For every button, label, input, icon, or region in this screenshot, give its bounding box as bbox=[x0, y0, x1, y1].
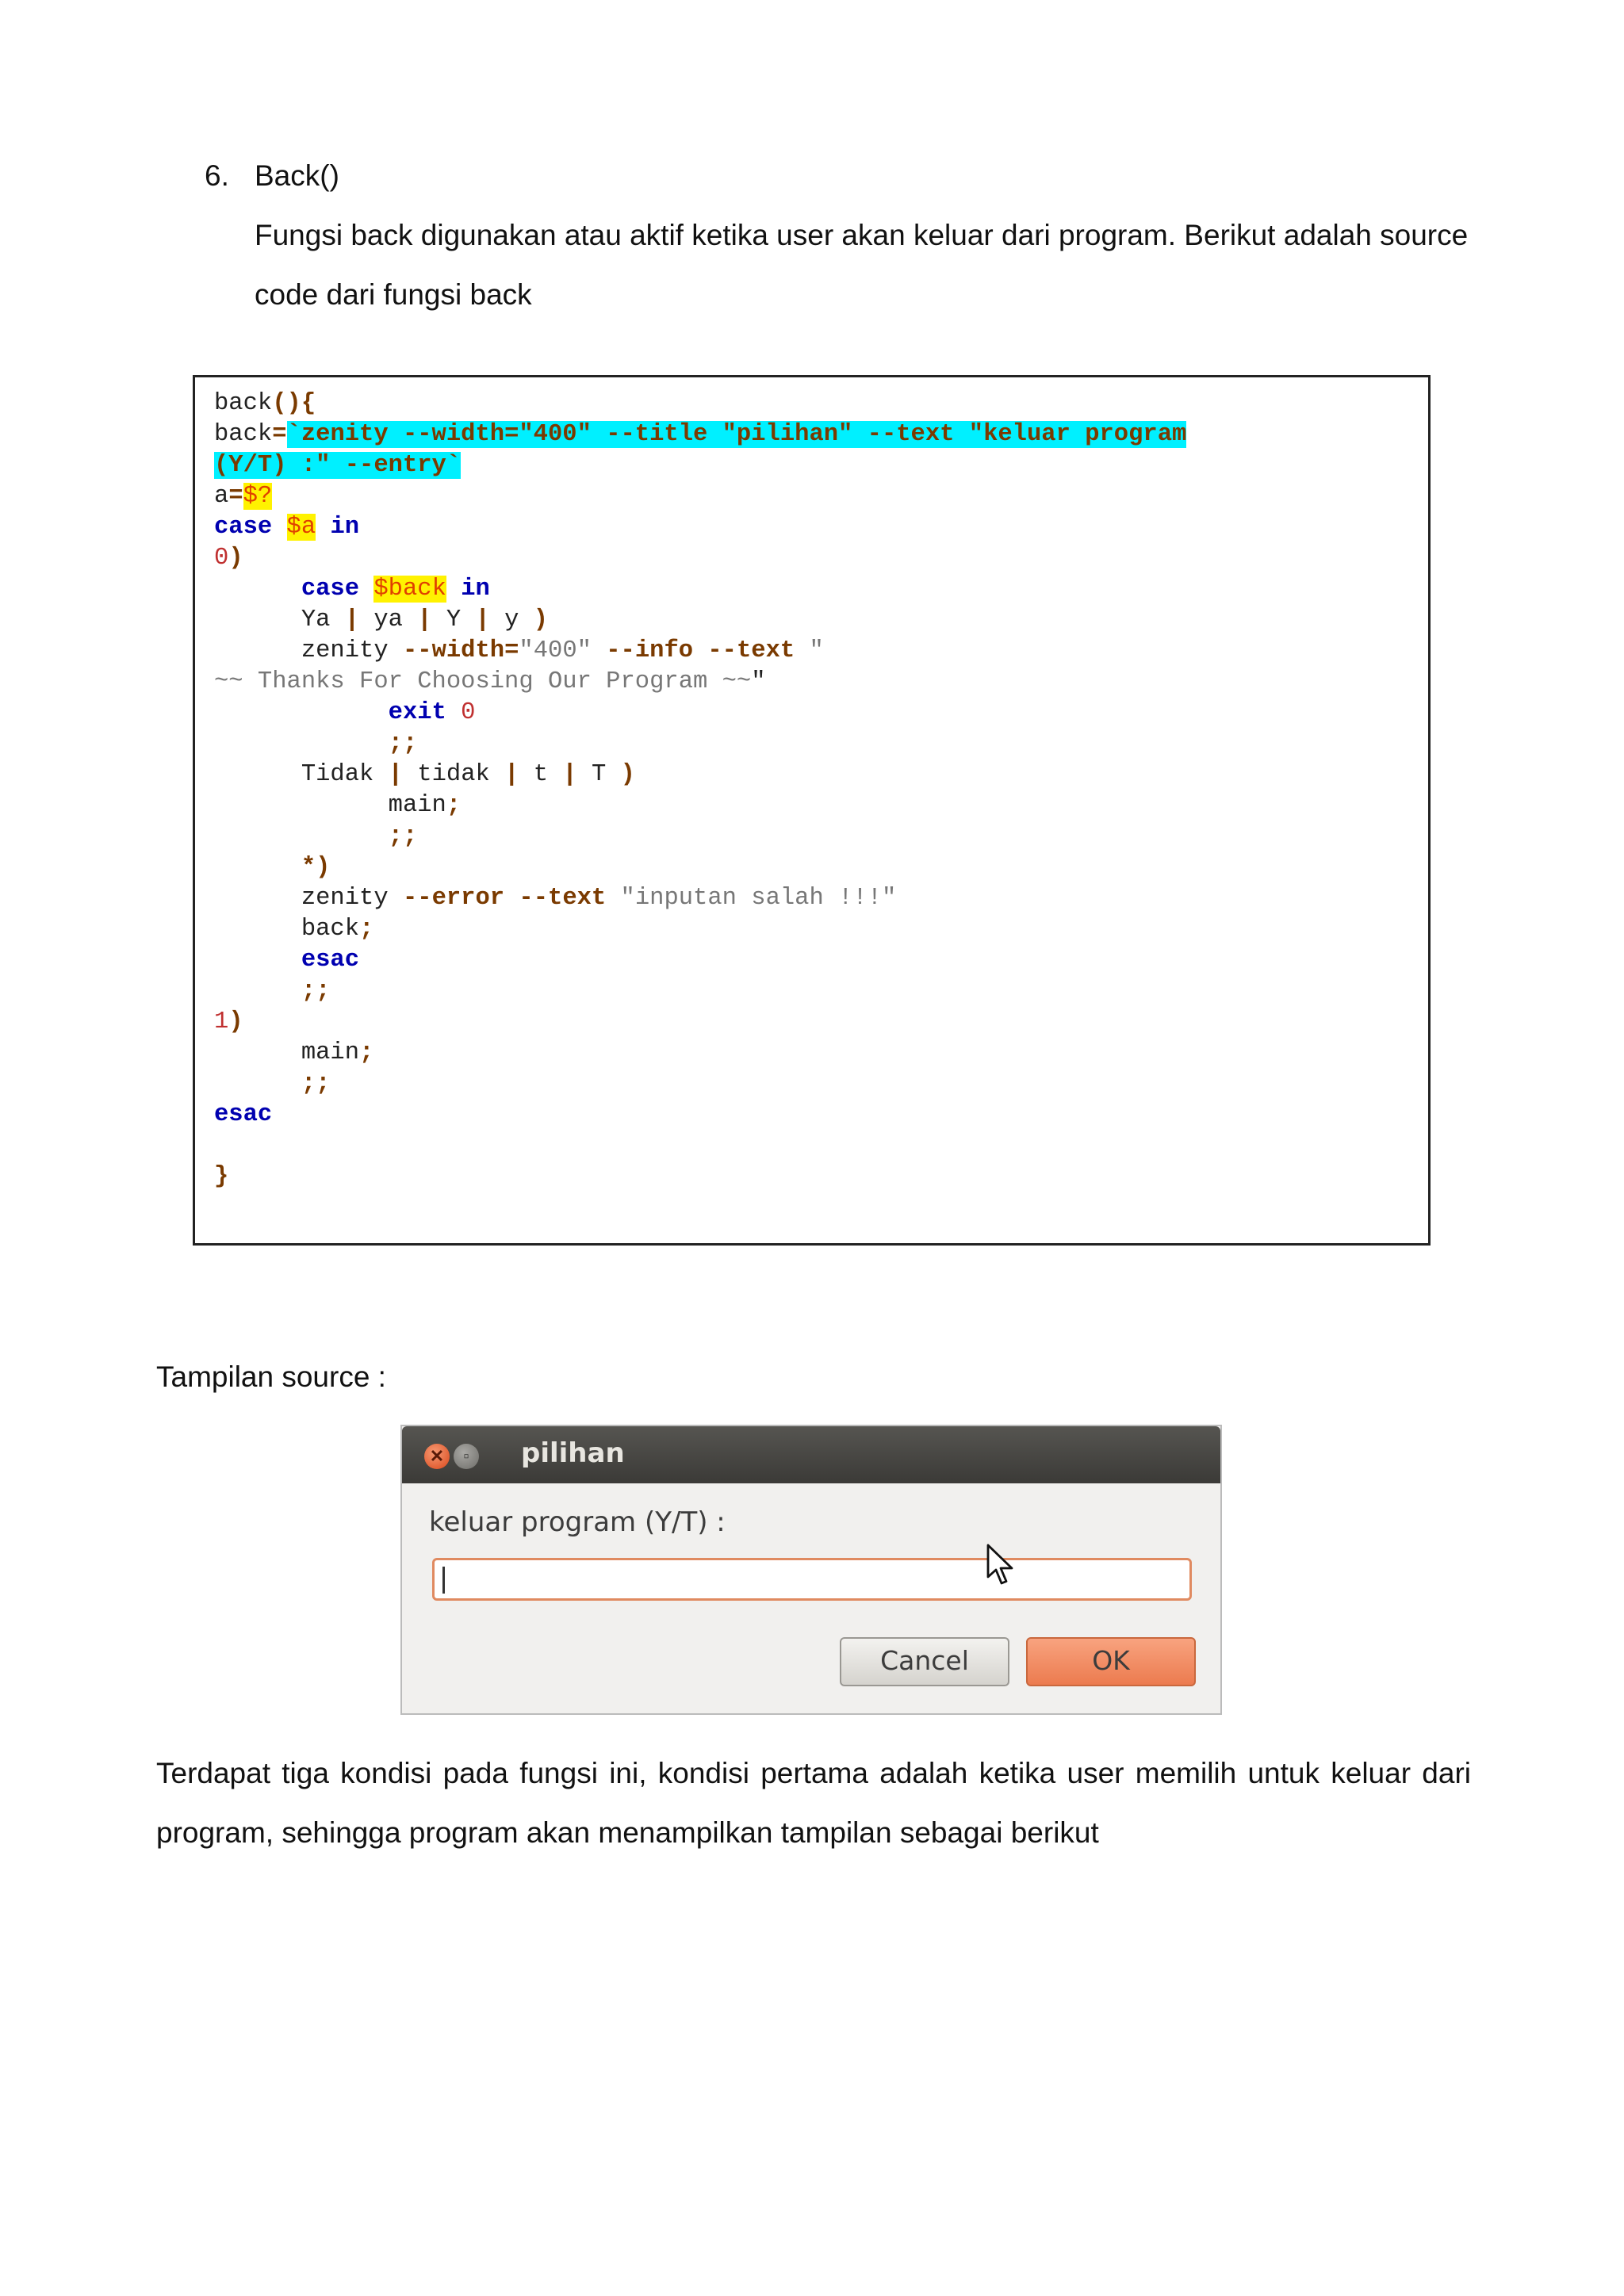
code-token: ; bbox=[446, 792, 462, 819]
code-token: "400" bbox=[519, 637, 592, 664]
code-line bbox=[214, 388, 316, 419]
code-line bbox=[214, 1069, 330, 1100]
code-token: Ya bbox=[301, 607, 331, 633]
code-token: t bbox=[533, 761, 549, 788]
code-token: (){ bbox=[272, 390, 316, 417]
dialog-title: pilihan bbox=[521, 1437, 625, 1469]
mouse-pointer-icon bbox=[985, 1544, 1017, 1588]
code-line bbox=[214, 1100, 272, 1131]
code-line bbox=[214, 883, 896, 914]
code-line bbox=[214, 481, 272, 512]
code-line bbox=[214, 1161, 228, 1192]
code-line bbox=[214, 790, 461, 821]
paragraph-line: code dari fungsi back bbox=[255, 278, 532, 311]
code-token: ) bbox=[228, 1008, 243, 1035]
paragraph-line: Terdapat tiga kondisi pada fungsi ini, kondisi pertama adalah ketika user memilih untuk keluar dari bbox=[156, 1757, 1471, 1789]
code-token: `zenity --width="400" --title "pilihan" --text "keluar program bbox=[286, 421, 1187, 448]
code-line bbox=[214, 945, 359, 976]
dialog-prompt: keluar program (Y/T) : bbox=[429, 1506, 726, 1538]
code-listing bbox=[193, 375, 1431, 1246]
code-line bbox=[214, 852, 330, 883]
code-token: ) bbox=[533, 607, 549, 633]
section-title: Back() bbox=[255, 159, 339, 192]
code-token: T bbox=[591, 761, 607, 788]
ok-button[interactable]: OK bbox=[1026, 1637, 1196, 1686]
code-token: back bbox=[214, 390, 273, 417]
code-token: main bbox=[388, 792, 446, 819]
code-line bbox=[214, 450, 461, 481]
code-line bbox=[214, 976, 330, 1007]
code-line bbox=[214, 605, 548, 636]
code-line bbox=[214, 698, 475, 729]
entry-input[interactable] bbox=[432, 1558, 1192, 1601]
code-line bbox=[214, 512, 359, 543]
code-token: exit bbox=[388, 699, 446, 726]
code-token: = bbox=[272, 421, 287, 448]
code-token: | bbox=[388, 761, 403, 788]
code-token: 0 bbox=[461, 699, 476, 726]
code-line bbox=[214, 1007, 243, 1038]
code-token: esac bbox=[214, 1101, 273, 1128]
code-line bbox=[214, 760, 635, 790]
code-token: in bbox=[461, 576, 490, 603]
section-number: 6. bbox=[205, 159, 229, 192]
code-token: ;; bbox=[388, 823, 418, 850]
code-token: | bbox=[344, 607, 360, 633]
code-token: Tidak bbox=[301, 761, 374, 788]
code-token: (Y/T) :" --entry` bbox=[214, 452, 462, 479]
zenity-dialog-screenshot bbox=[400, 1425, 1222, 1715]
code-line bbox=[214, 636, 824, 667]
code-token: 1 bbox=[214, 1008, 229, 1035]
code-line bbox=[214, 821, 417, 852]
code-token: a bbox=[214, 483, 229, 510]
code-token: --error bbox=[402, 885, 505, 912]
code-token: $a bbox=[286, 514, 316, 541]
code-line bbox=[214, 543, 243, 574]
code-token: | bbox=[475, 607, 490, 633]
code-token: --text bbox=[707, 637, 795, 664]
code-line bbox=[214, 1038, 373, 1069]
code-token: ) bbox=[620, 761, 635, 788]
code-token: ; bbox=[359, 1039, 374, 1066]
code-token: = bbox=[228, 483, 243, 510]
code-token: ;; bbox=[301, 978, 331, 1004]
code-token: in bbox=[330, 514, 360, 541]
code-token: y bbox=[504, 607, 519, 633]
code-token: ; bbox=[359, 916, 374, 943]
code-token: main bbox=[301, 1039, 360, 1066]
code-token: 0 bbox=[214, 545, 229, 572]
code-token: " bbox=[751, 668, 766, 695]
code-token: zenity bbox=[301, 885, 389, 912]
code-token: back bbox=[301, 916, 360, 943]
tampilan-label: Tampilan source : bbox=[156, 1360, 386, 1393]
code-token: | bbox=[417, 607, 432, 633]
code-token: --text bbox=[519, 885, 607, 912]
code-token: ya bbox=[373, 607, 403, 633]
code-line bbox=[214, 729, 417, 760]
code-token: --width= bbox=[402, 637, 519, 664]
code-token: ) bbox=[228, 545, 243, 572]
code-token: } bbox=[214, 1163, 229, 1190]
code-token: ;; bbox=[301, 1070, 331, 1097]
minimize-icon[interactable]: ▫ bbox=[454, 1444, 479, 1469]
code-token: back bbox=[214, 421, 273, 448]
code-token: "inputan salah !!!" bbox=[620, 885, 897, 912]
code-token: ~~ Thanks For Choosing Our Program ~~ bbox=[214, 668, 752, 695]
code-token: ;; bbox=[388, 730, 418, 757]
cancel-button[interactable]: Cancel bbox=[840, 1637, 1009, 1686]
dialog-titlebar bbox=[402, 1426, 1220, 1483]
code-line bbox=[214, 667, 766, 698]
code-token: case bbox=[301, 576, 360, 603]
code-token: $? bbox=[243, 483, 273, 510]
code-token: " bbox=[809, 637, 824, 664]
code-token: *) bbox=[301, 854, 331, 881]
paragraph-line: Fungsi back digunakan atau aktif ketika user akan keluar dari program. Berikut adalah source bbox=[255, 219, 1469, 251]
code-token: --info bbox=[606, 637, 694, 664]
text-caret bbox=[442, 1567, 445, 1594]
code-token: | bbox=[504, 761, 519, 788]
code-line bbox=[214, 419, 1186, 450]
code-token: zenity bbox=[301, 637, 389, 664]
code-token: case bbox=[214, 514, 273, 541]
close-icon[interactable]: ✕ bbox=[424, 1444, 450, 1469]
code-line bbox=[214, 914, 373, 945]
code-token: | bbox=[562, 761, 577, 788]
code-token: $back bbox=[373, 576, 446, 603]
code-token: Y bbox=[446, 607, 462, 633]
code-token: tidak bbox=[417, 761, 490, 788]
code-token: esac bbox=[301, 947, 360, 974]
paragraph-line: program, sehingga program akan menampilkan tampilan sebagai berikut bbox=[156, 1816, 1099, 1849]
code-line bbox=[214, 574, 490, 605]
